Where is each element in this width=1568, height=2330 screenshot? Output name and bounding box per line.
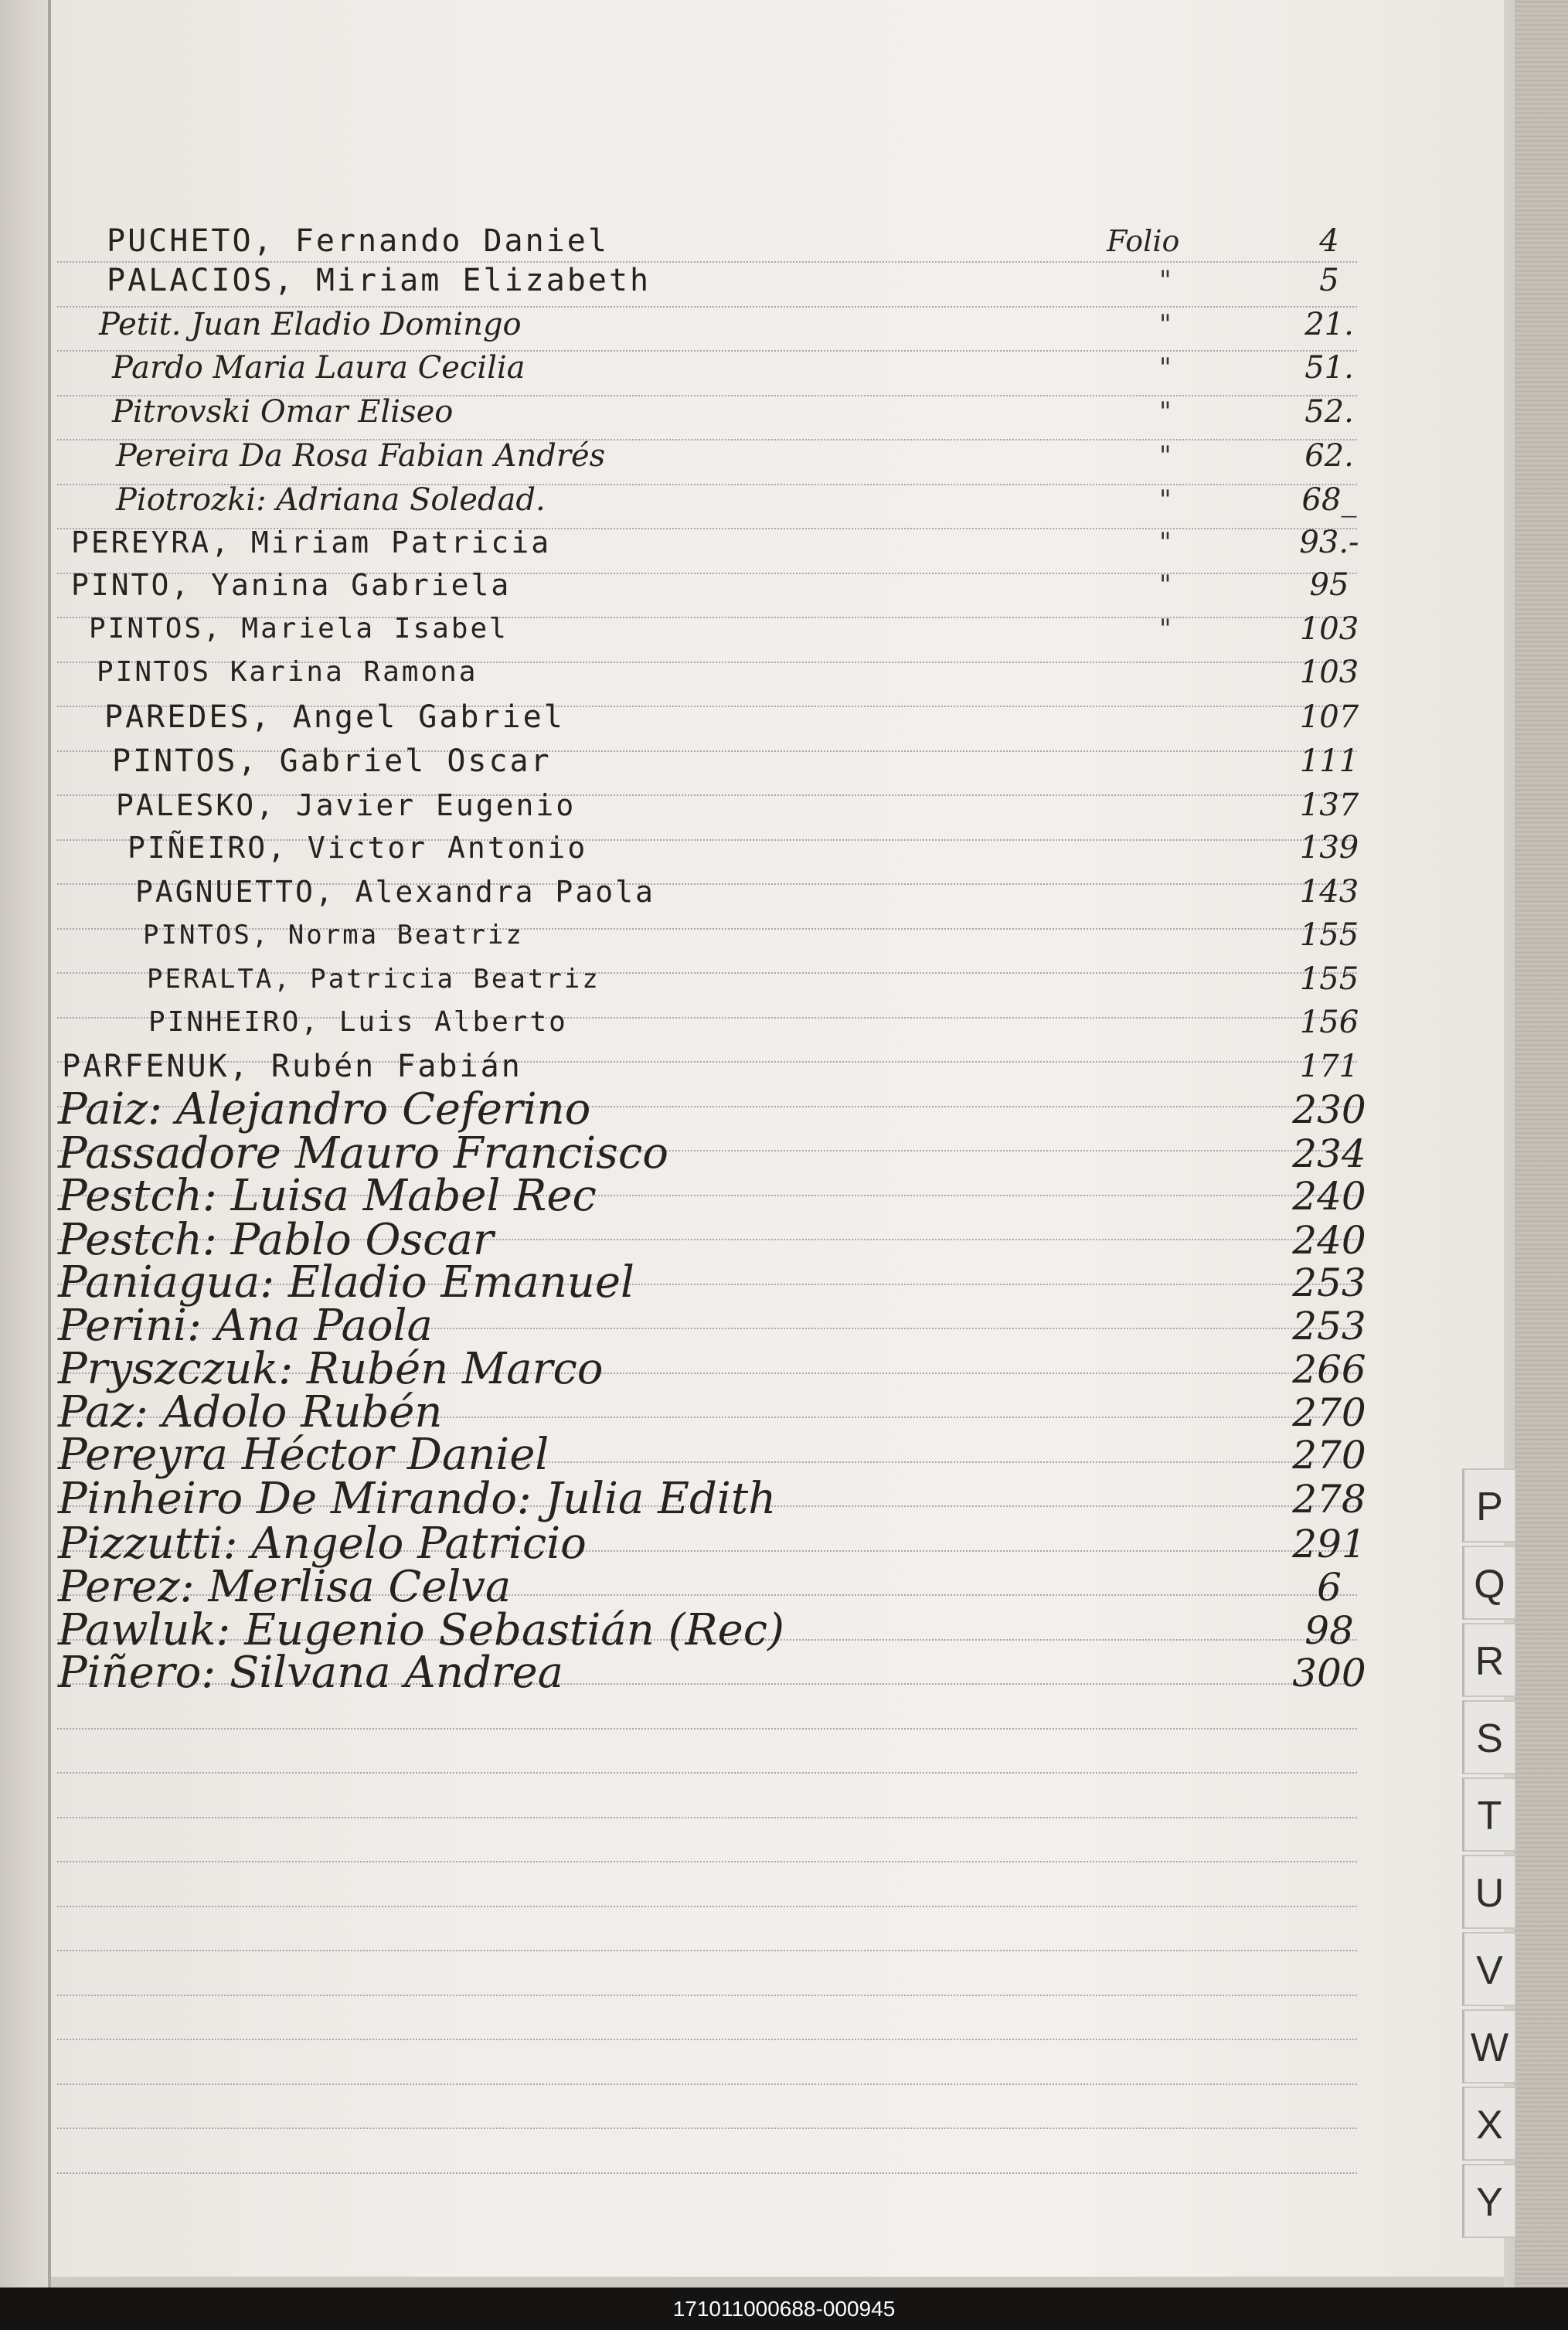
entry-name: Pitrovski Omar Eliseo	[112, 394, 454, 430]
entry-folio: 6	[1317, 1565, 1342, 1610]
ditto-mark: "	[1159, 396, 1172, 427]
entry-name: Paniagua: Eladio Emanuel	[58, 1257, 634, 1308]
index-entry	[0, 782, 1499, 828]
index-entry	[0, 1607, 1499, 1654]
entry-folio: 68_	[1301, 482, 1357, 518]
index-entry	[0, 257, 1499, 304]
ditto-mark: "	[1159, 527, 1172, 558]
index-entry	[0, 1650, 1499, 1696]
index-tab[interactable]: Q	[1462, 1546, 1516, 1620]
entry-folio: 52.	[1304, 394, 1354, 430]
ruled-line	[57, 2039, 1357, 2040]
entry-name: PALACIOS, Miriam Elizabeth	[107, 263, 651, 298]
ditto-mark: "	[1159, 485, 1172, 515]
entry-name: Perez: Merlisa Celva	[58, 1562, 512, 1612]
ruled-line	[57, 2128, 1357, 2129]
entry-name: PAREDES, Angel Gabriel	[104, 699, 565, 735]
entry-folio: 156	[1299, 1005, 1359, 1040]
index-entry	[0, 694, 1499, 740]
entry-name: PINHEIRO, Luis Alberto	[148, 1006, 568, 1038]
entry-name: Piotrozki: Adriana Soledad.	[116, 482, 546, 518]
entry-folio: 300	[1292, 1651, 1366, 1696]
index-entry	[0, 1476, 1499, 1522]
ditto-mark: "	[1159, 570, 1172, 600]
entry-folio: 253	[1292, 1260, 1366, 1305]
index-entry	[0, 1257, 1499, 1308]
index-entry	[0, 1173, 1499, 1219]
entry-name: Pestch: Pablo Oscar	[58, 1215, 494, 1265]
entry-name: Pestch: Luisa Mabel Rec	[58, 1171, 597, 1221]
entry-folio: 171	[1299, 1049, 1359, 1084]
ruled-line	[57, 2083, 1357, 2085]
ruled-line	[57, 1906, 1357, 1907]
entry-name: PUCHETO, Fernando Daniel	[107, 223, 609, 259]
entry-name: PALESKO, Javier Eugenio	[116, 788, 577, 822]
ditto-mark: "	[1159, 352, 1172, 383]
index-entry	[0, 562, 1499, 608]
entry-name: Pryszczuk: Rubén Marco	[58, 1344, 604, 1394]
entry-folio: 137	[1299, 787, 1359, 823]
entry-folio: 95	[1309, 567, 1349, 603]
index-entry	[0, 1217, 1499, 1264]
book-binding	[1515, 0, 1568, 2287]
entry-name: PINTOS Karina Ramona	[97, 656, 478, 688]
entry-name: Pizzutti: Angelo Patricio	[58, 1519, 587, 1569]
entry-folio: 291	[1292, 1522, 1366, 1566]
ruled-line	[57, 1772, 1357, 1774]
entry-folio: 111	[1299, 743, 1359, 779]
index-tab[interactable]: X	[1462, 2087, 1516, 2161]
entry-name: Pinheiro De Mirando: Julia Edith	[58, 1474, 777, 1524]
entry-name: Passadore Mauro Francisco	[58, 1128, 668, 1179]
index-entry	[0, 1521, 1499, 1567]
entry-folio: 51.	[1304, 350, 1354, 386]
entry-folio: 240	[1292, 1174, 1366, 1219]
entry-name: Petit. Juan Eladio Domingo	[99, 307, 522, 342]
index-entry	[0, 649, 1499, 696]
entry-name: Piñero: Silvana Andrea	[58, 1648, 564, 1698]
index-tab[interactable]: Y	[1462, 2164, 1516, 2238]
ruled-line	[57, 1950, 1357, 1951]
entry-folio: 155	[1299, 961, 1359, 997]
index-entry	[0, 477, 1499, 523]
index-entry	[0, 999, 1499, 1046]
entry-folio: 270	[1292, 1433, 1366, 1478]
index-entry	[0, 869, 1499, 915]
entry-name: PIÑEIRO, Victor Antonio	[128, 831, 588, 865]
entry-folio: 21.	[1304, 307, 1354, 342]
index-entry	[0, 1564, 1499, 1611]
document-id: 171011000688-000945	[672, 2297, 896, 2321]
ditto-mark: "	[1159, 440, 1172, 471]
index-entry	[0, 1043, 1499, 1090]
index-tab[interactable]: P	[1462, 1468, 1516, 1543]
entry-folio: 4	[1319, 223, 1339, 259]
entry-name: Pereyra Héctor Daniel	[58, 1430, 549, 1480]
entry-folio: 230	[1292, 1087, 1366, 1132]
index-entry	[0, 956, 1499, 1002]
ditto-mark: "	[1159, 309, 1172, 340]
index-tab[interactable]: V	[1462, 1932, 1516, 2006]
index-entry	[0, 738, 1499, 784]
index-entry	[0, 1432, 1499, 1478]
entry-name: PAGNUETTO, Alexandra Paola	[135, 875, 655, 909]
folio-column-header: Folio	[1107, 224, 1180, 258]
index-entry	[0, 606, 1499, 652]
entry-folio: 5	[1319, 263, 1339, 298]
ditto-mark: "	[1159, 614, 1172, 645]
index-entry	[0, 345, 1499, 391]
entry-name: PINTOS, Gabriel Oscar	[112, 743, 552, 779]
entry-name: Paiz: Alejandro Ceferino	[58, 1084, 591, 1134]
entry-folio: 253	[1292, 1304, 1366, 1349]
entry-folio: 62.	[1304, 438, 1354, 474]
ruled-line	[57, 1728, 1357, 1730]
entry-folio: 139	[1299, 830, 1359, 866]
index-tab[interactable]: S	[1462, 1700, 1516, 1774]
ruled-line	[57, 1995, 1357, 1996]
index-entry	[0, 433, 1499, 479]
ditto-mark: "	[1159, 265, 1172, 296]
entry-name: PERALTA, Patricia Beatriz	[147, 964, 600, 995]
entry-folio: 143	[1299, 874, 1359, 910]
entry-folio: 103	[1299, 611, 1359, 647]
entry-folio: 234	[1292, 1131, 1366, 1176]
index-entry	[0, 1389, 1499, 1436]
entry-folio: 240	[1292, 1218, 1366, 1263]
entry-folio: 93.-	[1299, 525, 1359, 560]
entry-name: Pardo Maria Laura Cecilia	[112, 350, 526, 386]
index-entry	[0, 912, 1499, 958]
entry-folio: 270	[1292, 1390, 1366, 1435]
entry-name: Pawluk: Eugenio Sebastián (Rec)	[58, 1605, 784, 1655]
entry-name: Paz: Adolo Rubén	[58, 1387, 443, 1437]
entry-folio: 107	[1299, 699, 1359, 735]
index-tab[interactable]: U	[1462, 1855, 1516, 1929]
ruled-line	[57, 1861, 1357, 1862]
index-entry	[0, 389, 1499, 435]
index-entry	[0, 1303, 1499, 1349]
index-entry	[0, 1084, 1499, 1134]
entry-folio: 155	[1299, 917, 1359, 953]
ruled-line	[57, 2172, 1357, 2174]
entry-name: PEREYRA, Miriam Patricia	[71, 526, 552, 560]
index-tab[interactable]: T	[1462, 1777, 1516, 1852]
entry-name: Perini: Ana Paola	[58, 1301, 433, 1351]
index-entry	[0, 519, 1499, 566]
entry-name: Pereira Da Rosa Fabian Andrés	[116, 438, 606, 474]
index-entry	[0, 825, 1499, 871]
ruled-line	[57, 1817, 1357, 1818]
index-entry	[0, 301, 1499, 348]
index-tab[interactable]: R	[1462, 1623, 1516, 1697]
footer-bar	[0, 2287, 1568, 2330]
index-tab[interactable]: W	[1462, 2009, 1516, 2083]
alphabet-index-tabs	[1462, 1468, 1516, 2241]
entry-name: PINTOS, Mariela Isabel	[89, 613, 508, 645]
entry-folio: 266	[1292, 1347, 1366, 1392]
entry-name: PINTOS, Norma Beatriz	[143, 920, 524, 951]
entry-name: PINTO, Yanina Gabriela	[71, 568, 512, 602]
entry-folio: 278	[1292, 1477, 1366, 1522]
page-bottom-edge	[51, 2277, 1504, 2287]
entry-name: PARFENUK, Rubén Fabián	[62, 1049, 522, 1084]
index-entry	[0, 1128, 1499, 1179]
entry-folio: 103	[1299, 655, 1359, 690]
index-entry	[0, 1346, 1499, 1393]
entry-folio: 98	[1304, 1608, 1354, 1653]
